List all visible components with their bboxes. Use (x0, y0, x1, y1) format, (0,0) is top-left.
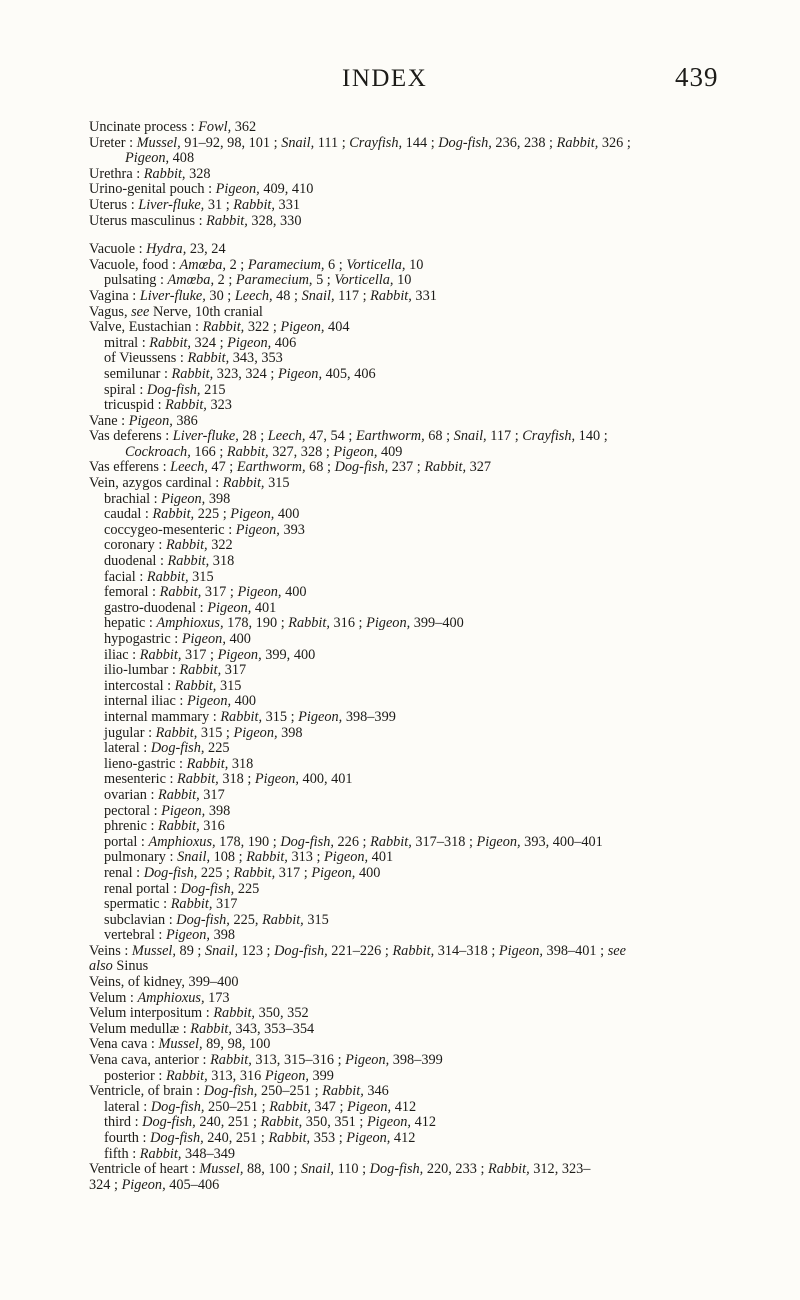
index-subentry (89, 648, 779, 664)
entry-heading: iliac : (104, 646, 137, 663)
entry-references: Rabbit, 322 (165, 537, 233, 554)
index-entry (89, 975, 779, 991)
entry-references: Dog-fish, 225 (150, 740, 230, 757)
entry-heading: duodenal : (104, 553, 164, 570)
entry-heading: facial : (104, 568, 144, 585)
index-subentry (89, 632, 779, 648)
entry-references: Rabbit, 315 (174, 677, 242, 694)
entry-heading: Urethra : (89, 165, 141, 182)
index-entry (89, 136, 779, 167)
index-entry (89, 414, 779, 430)
entry-references: Rabbit, 313, 316 Pigeon, 399 (165, 1067, 334, 1084)
entry-heading: fourth : (104, 1130, 147, 1146)
index-subentry (89, 1115, 779, 1131)
index-subentry (89, 554, 779, 570)
index-entry (89, 289, 779, 305)
index-entry (89, 991, 779, 1007)
entry-references: Pigeon, 398 (161, 490, 231, 507)
entry-references: Dog-fish, 250–251 ; Rabbit, 347 ; Pigeon, 412 (150, 1098, 417, 1115)
entry-references: Amphioxus, 173 (137, 989, 230, 1006)
entry-heading: Velum : (89, 989, 134, 1006)
entry-references: Dog-fish, 240, 251 ; Rabbit, 350, 351 ; Pigeon, 412 (142, 1114, 437, 1131)
entry-references: Pigeon, 400 (181, 631, 251, 647)
entry-heading: jugular : (104, 724, 153, 741)
entry-heading: Uterus : (89, 196, 135, 213)
entry-references: Rabbit, 317 ; Pigeon, 400 (159, 584, 307, 601)
entry-heading: ovarian : (104, 786, 155, 803)
entry-references: Rabbit, 348–349 (139, 1145, 236, 1162)
entry-continuation: also Sinus (89, 958, 149, 975)
entry-references: Fowl, 362 (198, 119, 257, 135)
index-subentry (89, 772, 779, 788)
index-entry (89, 1053, 779, 1069)
entry-heading: spiral : (104, 381, 144, 398)
entry-heading: pectoral : (104, 802, 158, 819)
index-entry (89, 182, 779, 198)
entry-continuation: Cockroach, 166 ; Rabbit, 327, 328 ; Pigeon, 409 (125, 443, 403, 460)
entry-references: Mussel, 91–92, 98, 101 ; Snail, 111 ; Crayfish, 144 ; Dog-fish, 236, 238 ; Rabbit, 326 ; (136, 134, 631, 151)
entry-heading: lieno-gastric : (104, 755, 184, 772)
index-subentry (89, 679, 779, 695)
entry-references: Pigeon, 398 (165, 927, 236, 944)
entry-references: Mussel, 89, 98, 100 (158, 1036, 271, 1053)
entry-heading: lateral : (104, 740, 148, 757)
index-entry (89, 305, 779, 321)
entry-heading: internal mammary : (104, 708, 217, 725)
entry-references: Leech, 47 ; Earthworm, 68 ; Dog-fish, 237 ; Rabbit, 327 (170, 459, 492, 476)
entry-heading: coccygeo-mesenteric : (104, 521, 233, 538)
index-subentry (89, 351, 779, 367)
running-header (0, 0, 800, 120)
index-subentry (89, 741, 779, 757)
entry-references: Rabbit, 323 (165, 397, 232, 414)
entry-heading: brachial : (104, 490, 158, 507)
entry-references: Rabbit, 315 (146, 568, 214, 585)
index-entry (89, 120, 779, 136)
entry-references: Liver-fluke, 31 ; Rabbit, 331 (138, 196, 300, 213)
entry-references: Amœba, 2 ; Paramecium, 5 ; Vorticella, 10 (167, 272, 412, 289)
entry-heading: lateral : (104, 1098, 148, 1115)
index-entry (89, 476, 779, 492)
entry-heading: intercostal : (104, 677, 172, 694)
entry-references: Dog-fish, 225 (180, 880, 260, 897)
index-subentry (89, 1069, 779, 1085)
entry-references: Dog-fish, 240, 251 ; Rabbit, 353 ; Pigeon, 412 (150, 1130, 416, 1146)
entry-heading: renal : (104, 864, 141, 881)
entry-references: Rabbit, 328, 330 (206, 212, 302, 229)
index-subentry (89, 928, 779, 944)
entry-heading: Vena cava : (89, 1036, 155, 1053)
entry-heading: Vagus, (89, 303, 128, 320)
index-subentry (89, 367, 779, 383)
entry-references: 399–400 (184, 974, 239, 991)
running-title: INDEX (342, 65, 428, 92)
entry-references: Pigeon, 393 (235, 521, 305, 538)
entry-heading: femoral : (104, 584, 157, 601)
entry-heading: Veins : (89, 942, 129, 959)
index-subentry (89, 788, 779, 804)
entry-heading: semilunar : (104, 365, 168, 382)
entry-references: Pigeon, 398 (161, 802, 231, 819)
entry-references: Rabbit, 318 ; Pigeon, 400, 401 (177, 771, 353, 788)
entry-heading: ilio-lumbar : (104, 662, 176, 679)
entry-references: Mussel, 88, 100 ; Snail, 110 ; Dog-fish, 220, 233 ; Rabbit, 312, 323– (199, 1161, 591, 1178)
entry-heading: pulmonary : (104, 849, 174, 866)
index-subentry (89, 804, 779, 820)
entry-heading: Vas efferens : (89, 459, 167, 476)
entry-heading: internal iliac : (104, 693, 184, 710)
index-entry (89, 167, 779, 183)
index-subentry (89, 398, 779, 414)
index-entry (89, 1084, 779, 1100)
entry-references: Dog-fish, 225 ; Rabbit, 317 ; Pigeon, 400 (143, 864, 381, 881)
entry-references: Rabbit, 343, 353–354 (190, 1020, 315, 1037)
entry-heading: Urino-genital pouch : (89, 181, 213, 198)
index-subentry (89, 835, 779, 851)
entry-references: Liver-fluke, 30 ; Leech, 48 ; Snail, 117 ; Rabbit, 331 (139, 287, 437, 304)
entry-references: Pigeon, 409, 410 (215, 181, 314, 198)
entry-heading: Vein, azygos cardinal : (89, 475, 220, 492)
entry-references: Liver-fluke, 28 ; Leech, 47, 54 ; Earthworm, 68 ; Snail, 117 ; Crayfish, 140 ; (172, 428, 608, 445)
entry-heading: vertebral : (104, 927, 163, 944)
entry-references: Rabbit, 317 (179, 662, 247, 679)
entry-references: Amœba, 2 ; Paramecium, 6 ; Vorticella, 10 (179, 256, 424, 273)
entry-references: Pigeon, 386 (128, 412, 198, 429)
entry-references: Hydra, 23, 24 (146, 241, 226, 258)
entry-heading: renal portal : (104, 880, 178, 897)
entry-references: Amphioxus, 178, 190 ; Rabbit, 316 ; Pigeon, 399–400 (156, 615, 464, 632)
entry-heading: Uncinate process : (89, 119, 195, 135)
entry-heading: Ureter : (89, 134, 134, 151)
index-subentry (89, 663, 779, 679)
entry-heading: mitral : (104, 334, 146, 351)
entry-references: Amphioxus, 178, 190 ; Dog-fish, 226 ; Rabbit, 317–318 ; Pigeon, 393, 400–401 (148, 833, 603, 850)
index-subentry (89, 336, 779, 352)
entry-heading: of Vieussens : (104, 350, 184, 367)
entry-references: Rabbit, 343, 353 (187, 350, 283, 367)
index-entry (89, 1022, 779, 1038)
entry-references: Rabbit, 316 (158, 818, 225, 835)
entry-references: Rabbit, 322 ; Pigeon, 404 (202, 319, 350, 336)
entry-heading: Vacuole : (89, 241, 143, 258)
index-entry (89, 258, 779, 274)
entry-heading: third : (104, 1114, 139, 1131)
entry-references: Rabbit, 318 (186, 755, 254, 772)
entry-references: Rabbit, 313, 315–316 ; Pigeon, 398–399 (210, 1052, 443, 1069)
entry-heading: Veins, of kidney, (89, 974, 185, 991)
index-entry (89, 320, 779, 336)
entry-references: Rabbit, 315 ; Pigeon, 398 (155, 724, 303, 741)
entry-heading: Valve, Eustachian : (89, 319, 199, 336)
entry-references: Rabbit, 318 (167, 553, 235, 570)
entry-references: Mussel, 89 ; Snail, 123 ; Dog-fish, 221–226 ; Rabbit, 314–318 ; Pigeon, 398–401 ; see (131, 942, 626, 959)
entry-heading: phrenic : (104, 818, 155, 835)
index-subentry (89, 523, 779, 539)
entry-heading: tricuspid : (104, 397, 162, 414)
index-entry (89, 429, 779, 460)
entry-heading: Vas deferens : (89, 428, 170, 445)
index-subentry (89, 383, 779, 399)
entry-heading: caudal : (104, 506, 149, 523)
entry-references: Rabbit, 328 (143, 165, 211, 182)
entry-references: Dog-fish, 215 (146, 381, 226, 398)
entry-references: Pigeon, 401 (207, 599, 277, 616)
page-number: 439 (675, 62, 719, 92)
index-subentry (89, 273, 779, 289)
entry-heading: Vagina : (89, 287, 137, 304)
index-subentry (89, 601, 779, 617)
index-subentry (89, 913, 779, 929)
index-subentry (89, 819, 779, 835)
entry-references: Pigeon, 400 (186, 693, 257, 710)
entry-continuation: Pigeon, 408 (125, 150, 195, 167)
entry-heading: Ventricle, of brain : (89, 1083, 201, 1100)
index-subentry (89, 538, 779, 554)
index-subentry (89, 710, 779, 726)
entry-heading: Uterus masculinus : (89, 212, 203, 229)
entry-heading: Vacuole, food : (89, 256, 176, 273)
index-subentry (89, 1100, 779, 1116)
index-entry (89, 1162, 779, 1193)
index-subentry (89, 492, 779, 508)
entry-references: Dog-fish, 225, Rabbit, 315 (176, 911, 329, 928)
entry-heading: mesenteric : (104, 771, 174, 788)
entry-heading: spermatic : (104, 896, 168, 913)
index-subentry (89, 1131, 779, 1147)
index-subentry (89, 882, 779, 898)
entry-references: Rabbit, 315 ; Pigeon, 398–399 (220, 708, 396, 725)
entry-heading: hepatic : (104, 615, 153, 632)
entry-heading: Velum interpositum : (89, 1005, 210, 1022)
index-entry (89, 242, 779, 258)
entry-references: Rabbit, 323, 324 ; Pigeon, 405, 406 (171, 365, 376, 382)
entry-references: Snail, 108 ; Rabbit, 313 ; Pigeon, 401 (177, 849, 394, 866)
index-subentry (89, 507, 779, 523)
entry-references: Rabbit, 315 (222, 475, 290, 492)
entry-heading: subclavian : (104, 911, 173, 928)
index-entry (89, 944, 779, 975)
index-subentry (89, 850, 779, 866)
index-subentry (89, 694, 779, 710)
index-subentry (89, 1147, 779, 1163)
index-entry (89, 460, 779, 476)
entry-heading: posterior : (104, 1067, 163, 1084)
entry-heading: pulsating : (104, 272, 164, 289)
entry-references: Rabbit, 324 ; Pigeon, 406 (149, 334, 297, 351)
index-subentry (89, 866, 779, 882)
entry-heading: Velum medullæ : (89, 1020, 187, 1037)
entry-references: Rabbit, 317 ; Pigeon, 399, 400 (139, 646, 316, 663)
entry-heading: gastro-duodenal : (104, 599, 204, 616)
index-subentry (89, 616, 779, 632)
index-subentry (89, 726, 779, 742)
entry-references: see Nerve, 10th cranial (131, 303, 263, 320)
entry-heading: portal : (104, 833, 145, 850)
index-subentry (89, 897, 779, 913)
entry-heading: Vane : (89, 412, 126, 429)
index-entry (89, 214, 779, 230)
entry-heading: Ventricle of heart : (89, 1161, 196, 1178)
index-subentry (89, 757, 779, 773)
entry-heading: fifth : (104, 1145, 137, 1162)
entry-heading: Vena cava, anterior : (89, 1052, 207, 1069)
entry-references: Dog-fish, 250–251 ; Rabbit, 346 (203, 1083, 389, 1100)
entry-heading: coronary : (104, 537, 163, 554)
entry-references: Rabbit, 350, 352 (213, 1005, 309, 1022)
entry-continuation: 324 ; Pigeon, 405–406 (89, 1176, 220, 1193)
entry-heading: hypogastric : (104, 631, 179, 647)
index-entry (89, 1006, 779, 1022)
index-subentry (89, 570, 779, 586)
entry-references: Rabbit, 317 (158, 786, 225, 803)
index-entries (89, 120, 779, 1193)
entry-references: Rabbit, 317 (170, 896, 238, 913)
entry-references: Rabbit, 225 ; Pigeon, 400 (152, 506, 300, 523)
index-subentry (89, 585, 779, 601)
index-entry (89, 198, 779, 214)
index-entry (89, 1037, 779, 1053)
